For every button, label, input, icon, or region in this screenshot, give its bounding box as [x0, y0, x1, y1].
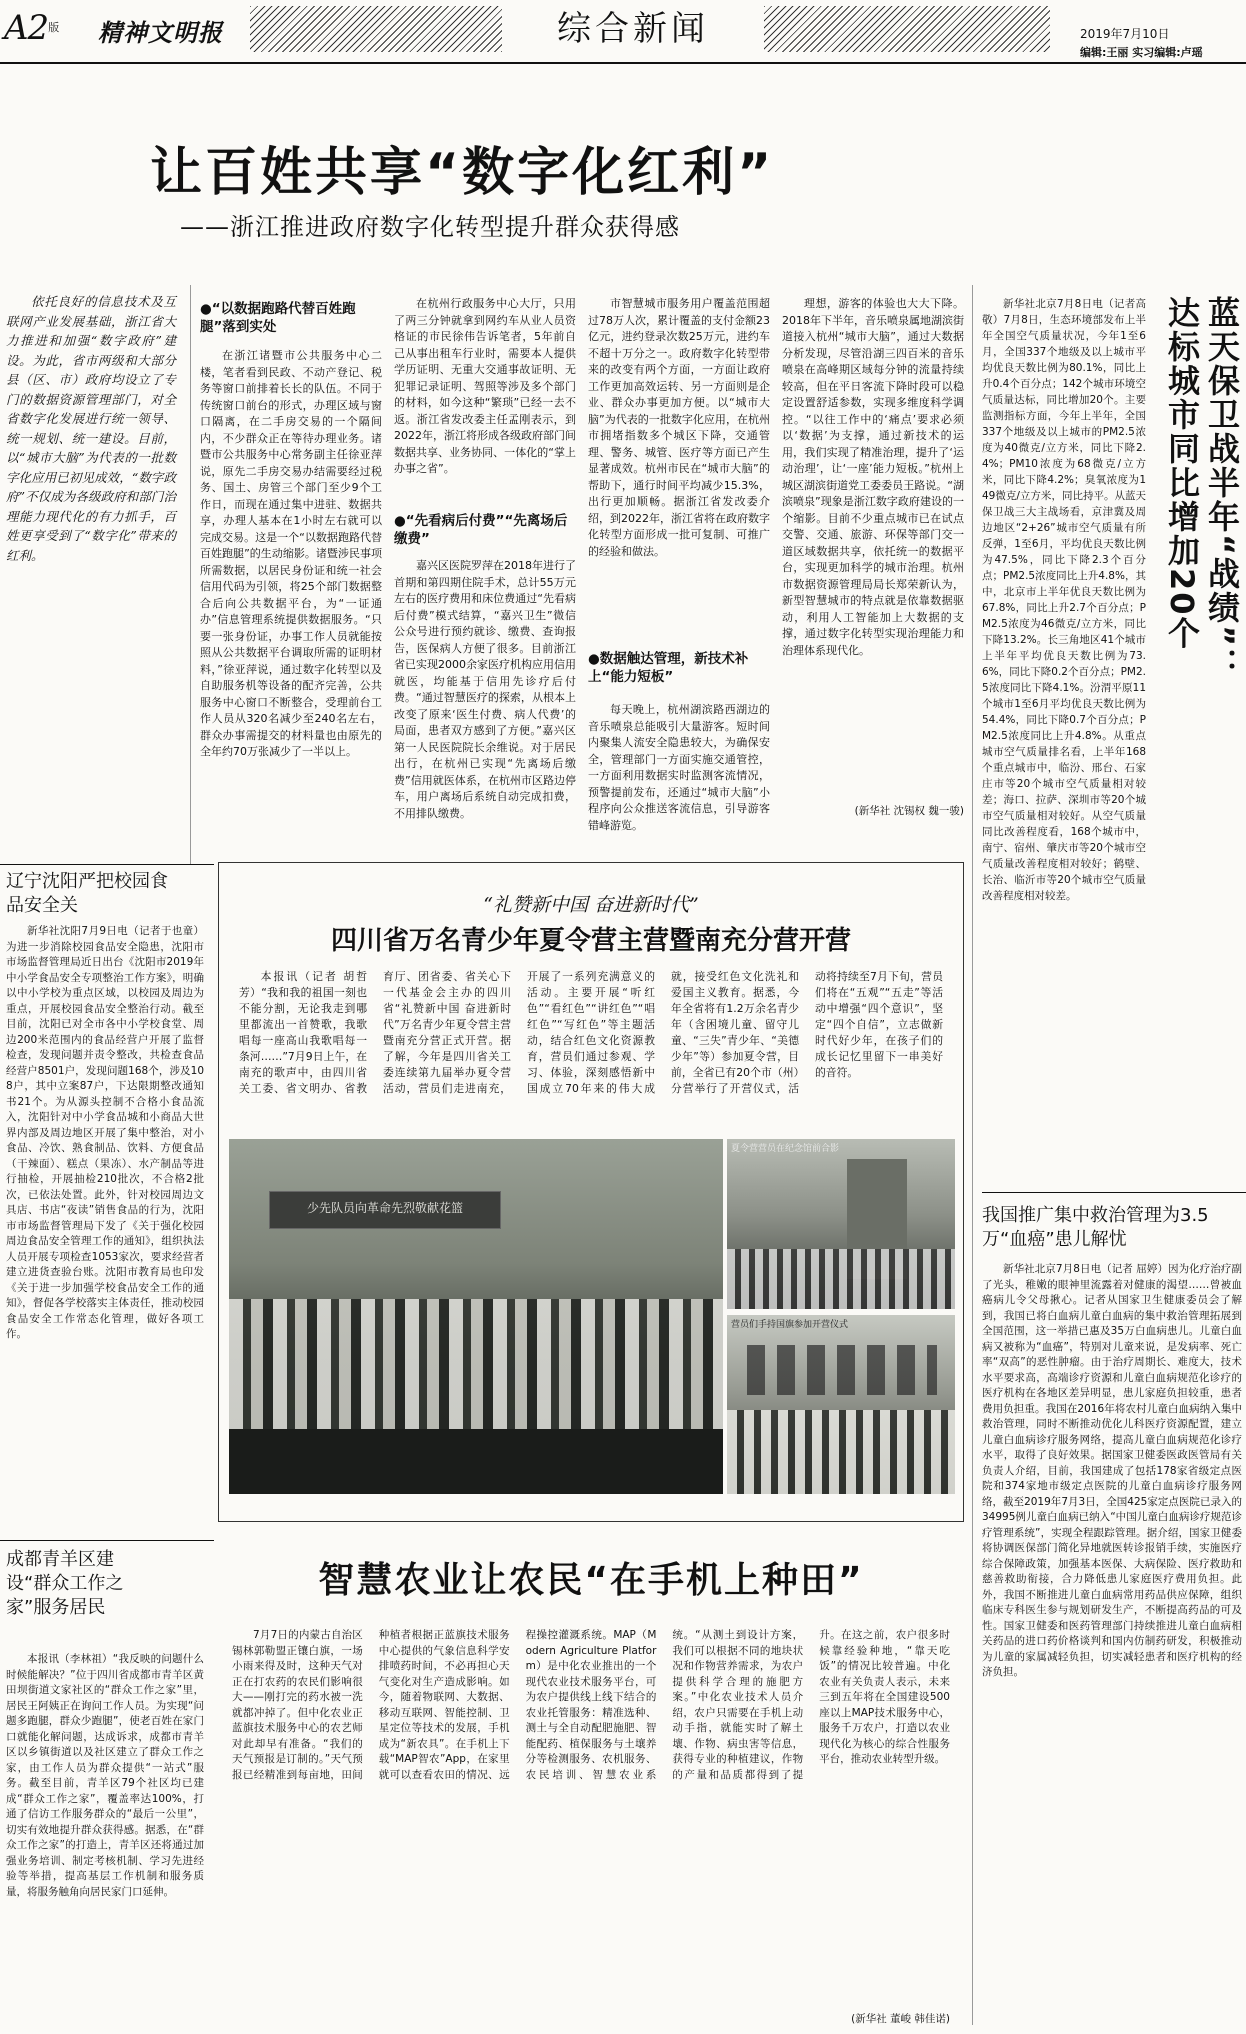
masthead-rule: [0, 62, 1246, 64]
banner-text: 少先队员向革命先烈敬献花篮: [306, 1201, 463, 1215]
issue-date: 2019年7月10日: [1080, 27, 1170, 41]
divider: [972, 285, 973, 2025]
agri-body: 7月7日的内蒙古自治区锡林郭勒盟正镶白旗，一场小雨来得及时，这种天气对正在打农药的农民们影响很大——刚打完的药水被一洗就都冲掉了。但中化农业正蓝旗技术服务中心的农艺师对此却早有准备。“我们的天气预报是订制的。”天气预报已经精准到每亩地，田间种植者根据正蓝旗技术服务中心提供的气象信息科学安排喷药时间，不必再担心天气变化对生产造成影响。如今，随着物联网、大数据、移动互联网、智能控制、卫星定位等技术的发展，手机成为“新农具”。在手机上下载“MAP智农”App，在家里就可以查看农田的情况、远程操控灌溉系统。MAP（Modern Agriculture Platform）是中化农业推出的一个现代农业技术服务平台，可为农户提供线上线下结合的农业托管服务：精准选种、测土与全自动配肥施肥、智能配药、植保服务与土壤养分等检测服务、农机服务、农民培训、智慧农业系统。“从测土到设计方案，我们可以根据不同的地块状况和作物营养需求，为农户提供科学合理的施肥方案。”中化农业技术人员介绍，农户只需要在手机上动动手指，就能实时了解土壤、作物、病虫害等信息，获得专业的种植建议，作物的产量和品质都得到了提升。在这之前，农户很多时候靠经验种地，“靠天吃饭”的情况比较普遍。中化农业有关负责人表示，未来三到五年将在全国建设500座以上MAP技术服务中心，服务千万农户，打造以农业现代化为核心的综合性服务平台，推动农业转型升级。: [232, 1629, 950, 1781]
lead-col-4b: 每天晚上，杭州湖滨路西湖边的音乐喷泉总能吸引大量游客。短时间内聚集人流安全隐患较大，为确保安全，管理部门一方面实施交通管控，一方面利用数据实时监测客流情况，预警提前发布，还通过“城市大脑”小程序向公众推送客流信息，引导游客错峰游览。: [588, 703, 770, 832]
photo-caption: 营员们手持国旗参加开营仪式: [731, 1320, 849, 1330]
left-rule: [0, 864, 214, 865]
liaoning-title: 辽宁沈阳严把校园食品安全关: [6, 871, 168, 916]
lead-intro: 依托良好的信息技术及互联网产业发展基础，浙江省大力推进和加强“数字政府”建设。为此，省市两级和大部分县（区、市）政府均设立了专门的数据资源管理部门，对全省数字化发展进行统一领导、统一规划、统一建设。目前，以“城市大脑”为代表的一批数字化应用已初见成效，“数字政府”不仅成为各级政府和部门治理能力现代化的有力抓手，百姓更享受到了“数字化”带来的红利。: [6, 294, 176, 563]
agri-byline: (新华社 董峻 韩佳诺): [851, 2013, 950, 2025]
right-story-title: 蓝天保卫战半年“战绩”：达标城市同比增加20个: [1163, 296, 1241, 683]
right-story-text: [982, 296, 1146, 1256]
divider: [190, 285, 191, 865]
masthead: [0, 0, 1246, 64]
sichuan-title: 四川省万名青少年夏令营主营暨南充分营开营: [330, 926, 851, 956]
flags: [747, 1345, 937, 1395]
left-rule: [0, 1540, 214, 1541]
lead-subhead-3: ●数据触达管理，新技术补上“能力短板”: [588, 651, 749, 685]
right-story2-title: 我国推广集中救治管理为3.5万“血癌”患儿解忧: [982, 1205, 1209, 1250]
paper-name: 精神文明报: [98, 18, 223, 47]
sichuan-body: 本报讯（记者 胡哲芳）“我和我的祖国一刻也不能分割，无论我走到哪里都流出一首赞歌，我歌唱每一座高山我歌唱每一条河……”7月9日上午，在南充的歌声中，由四川省关工委、省文明办、省教育厅、团省委、省关心下一代基金会主办的四川省“礼赞新中国 奋进新时代”万名青少年夏令营主营暨南充分营正式开营。据了解，今年是四川省关工委连续第九届举办夏令营活动，营员们走进南充，开展了一系列充满意义的活动。主要开展“听红色”“看红色”“讲红色”“唱红色”“写红色”等主题活动，结合红色文化资源教育，营员们通过参观、学习、体验，深刻感悟新中国成立70年来的伟大成就，接受红色文化洗礼和爱国主义教育。据悉，今年全省将有1.2万余名青少年（含困境儿童、留守儿童、“三失”青少年、“美德少年”等）参加夏令营，目前，全省已有20个市（州）分营举行了开营仪式，活动将持续至7月下旬，营员们将在“五观”“五走”等活动中增强“四个意识”，坚定“四个自信”，立志做新时代好少年，在孩子们的成长记忆里留下一串美好的音符。: [239, 970, 943, 1095]
lead-byline: (新华社 沈锡权 魏一骏): [854, 805, 964, 817]
foreground: [229, 1429, 723, 1494]
agri-title: 智慧农业让农民“在手机上种田”: [318, 1560, 864, 1601]
lead-subhead-1: ●“以数据跑路代替百姓跑腿”落到实处: [200, 301, 356, 335]
section-hatch-right: [764, 6, 1050, 52]
children: [727, 1410, 955, 1494]
lead-col-4: 市智慧城市服务用户覆盖范围超过78万人次，累计覆盖的支付金额23亿元，进约登录次数25万元，进约车不超十万分之一。政府数字化转型带来的改变有两个方面，一方面让政府工作更加高效运转、另一方面则是企业、群众办事更加方便。以“城市大脑”为代表的一批数字化应用，在杭州市拥堵指数多个城区下降，交通管理、警务、城管、医疗等方面已产生显著成效。杭州市民在“城市大脑”的帮助下，通行时间平均减少15.3%，出行更加顺畅。据浙江省发改委介绍，到2022年，浙江省将在政府数字化转型方面形成一批可复制、可推广的经验和做法。: [588, 297, 770, 558]
section-hatch-left: [250, 6, 502, 52]
right-story2-body: 新华社北京7月8日电（记者 屈婷）因为化疗治疗副了光头，稚嫩的眼神里流露着对健康的渴望……曾被血癌病儿令父母揪心。记者从国家卫生健康委员会了解到，我国已将白血病儿童白血病的集中救治管理拓展到全国范围，这一举措已惠及35万白血病患儿。儿童白血病又被称为“血癌”，特别对儿童来说，是发病率、死亡率“双高”的恶性肿瘤。由于治疗周期长、难度大，技术水平要求高，高端诊疗资源和儿童白血病规范化诊疗的医疗机构在各地区差异明显，患儿家庭负担较重，患者费用负担重。我国在2016年将农村儿童白血病纳入集中救治管理，同时不断推动优化儿科医疗资源配置，建立儿童白血病诊疗服务网络，提高儿童白血病规范化诊疗水平，取得了良好效果。据国家卫健委医政医管局有关负责人介绍，目前，我国建成了包括178家省级定点医院和374家地市级定点医院的儿童白血病诊疗服务网络，截至2019年7月3日，全国425家定点医院已录入的34995例儿童白血病已纳入“中国儿童白血病诊疗规范诊疗管理系统”，实现全程跟踪管理。据介绍，国家卫健委将协调医保部门简化异地就医转诊报销手续，实施医疗综合保障政策，加强基本医保、大病保险、医疗救助和慈善救助衔接，合力降低患儿家庭医疗费用负担。此外，我国不断推进儿童白血病常用药品供应保障，组织临床专科医生参与规划研发生产，不断提高药品的可及性。国家卫健委和医药管理部门持续推进儿童白血病相关药品的进口药价格谈判和国内仿制药研发，积极推动为儿童的家属减轻负担，切实减轻患者和医疗机构的经济负担。: [982, 1263, 1242, 1678]
right-rule: [982, 1192, 1246, 1193]
lead-title: 让百姓共享“数字化红利”: [150, 143, 775, 203]
camp-photo-top-right: [727, 1139, 955, 1309]
group: [727, 1249, 955, 1309]
lead-col-3a: 在杭州行政服务中心大厅，只用了两三分钟就拿到网约车从业人员资格证的市民徐伟告诉笔者，5年前自己从事出租车行业时，需要本人提供学历证明、无重大交通事故证明、无犯罪记录证明、驾照等涉及多个部门的材料，如今这种“繁琐”已经一去不返。浙江省发改委主任孟刚表示，到2022年，浙江将形成各级政府部门间数据共享、业务协同、一体化的“掌上办事之省”。: [394, 297, 576, 475]
photo-caption: 夏令营营员在纪念馆前合影: [731, 1144, 840, 1154]
camp-photo-bottom-right: [727, 1315, 955, 1494]
lead-subtitle: ——浙江推进政府数字化转型提升群众获得感: [180, 213, 680, 241]
right-story-body: 新华社北京7月8日电（记者高敬）7月8日，生态环境部发布上半年全国空气质量状况，今年1至6月，全国337个地级及以上城市平均优良天数比例为80.1%，同比上升0.4个百分点；142个城市环境空气质量达标，同比增加20个。主要监测指标方面，今年上半年，全国337个地级及以上城市的PM2.5浓度为40微克/立方米，同比下降2.4%；PM10浓度为68微克/立方米，同比下降4.2%；臭氧浓度为149微克/立方米，同比持平。从蓝天保卫战三大主战场看，京津冀及周边地区“2+26”城市空气质量有所反弹，1至6月，平均优良天数比例为47.5%，同比下降2.3个百分点；PM2.5浓度同比上升4.8%，其中，北京市上半年优良天数比例为67.8%，同比上升2.7个百分点；PM2.5浓度为46微克/立方米，同比下降13.2%。长三角地区41个城市上半年平均优良天数比例为73.6%，同比下降0.2个百分点；PM2.5浓度同比下降4.1%。汾渭平原11个城市1至6月平均优良天数比例为54.4%，同比下降0.7个百分点；PM2.5浓度同比上升4.8%。从重点城市空气质量排名看，上半年168个重点城市中，临汾、邢台、石家庄市等20个城市空气质量相对较差；海口、拉萨、深圳市等20个城市空气质量相对较好。从空气质量同比改善程度看，168个城市中，南宁、宿州、肇庆市等20个城市空气质量改善程度相对较好；鹤壁、长治、临沂市等20个城市空气质量改善程度相对较差。: [982, 298, 1146, 902]
editors: 编辑:王丽 实习编辑:卢瑶: [1080, 46, 1203, 59]
liaoning-body: 新华社沈阳7月9日电（记者于也童）为进一步消除校园食品安全隐患，沈阳市市场监督管理局近日出台《沈阳市2019年中小学食品安全专项整治工作方案》，明确以中小学校为重点区域，以校园及周边为重点，开展校园食品安全整治行动。截至目前，沈阳已对全市各中小学校食堂、周边200米范围内的食品经营户开展了监督检查，发现问题并责令整改，共检查食品经营户8501户，发现问题168个，涉及108户，其中立案87户，下达限期整改通知书21个。为从源头控制不合格小食品流入，沈阳针对中小学食品城和小商品大世界内部及周边地区开展了集中整治，对小食品、冷饮、熟食制品、饮料、方便食品（干辣面）、糕点（果冻）、水产制品等进行抽检，开展抽检210批次，不合格2批次，已依法处置。此外，针对校园周边文具店、书店“夜读”销售食品的行为，沈阳市市场监督管理局下发了《关于强化校园周边食品安全管理工作的通知》，组织执法人员开展专项检查1053家次，要求经营者建立进货查验台账。沈阳市教育局也印发《关于进一步加强学校食品安全工作的通知》，督促各学校落实主体责任，推动校园食品安全工作常态化管理，做好各项工作。: [6, 925, 204, 1340]
lead-col-2: 在浙江诸暨市公共服务中心二楼，笔者看到民政、不动产登记、税务等窗口前排着长长的队伍。不同于传统窗口前台的形式，办理区域与窗口隔离，在二手房交易的一个隔间内，不少群众正在等待办理业务。诸暨市公共服务中心常务副主任徐亚萍说，原先二手房交易办结需要经过税务、国土、房管三个部门至少9个工作日，而现在通过集中进驻、数据共享，办理人基本在1小时左右就可以完成交易。这是一个“以数据跑路代替百姓跑腿”的生动缩影。诸暨涉民事项所需数据，以居民身份证和统一社会信用代码为引领，将25个部门数据整合后向公共数据平台，为“一证通办”信息管理系统提供数据服务。“只要一张身份证，办事工作人员就能按照从公共数据平台调取所需的证明材料，”徐亚萍说，通过数字化转型以及自助服务机等设备的配齐完善，公共服务中心窗口不断整合，受理前台工作人员从320名减少至240名左右，群众办事需提交的材料量也由原先的全年约70万张减少了一半以上。: [200, 349, 382, 758]
page-number: A2版: [4, 8, 59, 48]
lead-col-3b: 嘉兴区医院罗萍在2018年进行了首期和第四期住院手术，总计55万元左右的医疗费用和床位费通过“先看病后付费”模式结算，“嘉兴卫生”微信公众号进行预约就诊、缴费、查询报告，医保病人方便了很多。目前浙江省已实现2000余家医疗机构应用信用就医，均能基于信用先诊疗后付费。“通过智慧医疗的探索，从根本上改变了原来‘医生付费、病人代费’的局面，患者双方感到了方便。”嘉兴区第一人民医院院长余维说。对于居民出行，在杭州已实现“先离场后缴费”信用就医体系，在杭州市区路边停车，用户离场后系统自动完成扣费，不用排队缴费。: [394, 559, 576, 820]
lead-subhead-2: ●“先看病后付费”“先离场后缴费”: [394, 513, 568, 547]
chengdu-body: 本报讯（李林祖）“我反映的问题什么时候能解决？”位于四川省成都市青羊区黄田坝街道文家社区的“群众工作之家”里，居民王阿姨正在询问工作人员。为实现“问题多跑腿，群众少跑腿”，使老百姓在家门口就能化解问题，达成诉求，成都市青羊区以乡镇街道以及社区建立了群众工作之家，由工作人员为群众提供“一站式”服务。截至目前，青羊区79个社区均已建成“群众工作之家”，覆盖率达100%，打通了信访工作服务群众的“最后一公里”，切实有效地提升群众获得感。据悉，在“群众工作之家”的打造上，青羊区还将通过加强业务培训、制定考核机制、学习先进经验等举措，提高基层工作机制和服务质量，将服务触角向居民家门口延伸。: [6, 1653, 204, 1898]
camp-photo-main: [229, 1139, 723, 1494]
sichuan-kicker: “礼赞新中国 奋进新时代”: [483, 894, 699, 916]
sichuan-box: [218, 862, 964, 1522]
chengdu-title: 成都青羊区建设“群众工作之家”服务居民: [6, 1549, 124, 1618]
lead-col-5: 理想，游客的体验也大大下降。2018年下半年，音乐喷泉属地湖滨街道接入杭州“城市大脑”，通过大数据分析发现，尽管沿湖三四百米的音乐喷泉在高峰期区域每分钟的流量持续较高，但在平日客流下降时段可以稳定设置舒适参数，实现多维度科学调控。“以往工作中的‘痛点’要求必须以‘数据’为支撑，通过新技术的运用，我们实现了精准治理，提升了‘运动治理’，让‘一座’能力短板。”杭州上城区湖滨街道党工委委员王路说。“湖滨喷泉”现象是浙江数字政府建设的一个缩影。目前不少重点城市已在试点交警、交通、旅游、环保等部门交一道区域数据共享，依托统一的数据平台，实现更加科学的城市治理。杭州市数据资源管理局局长郑荣新认为，新型智慧城市的特点就是依靠数据驱动，利用人工智能加上大数据的支撑，通过数字化转型实现治理能力和治理体系现代化。: [782, 297, 964, 657]
section-title: 综合新闻: [508, 6, 758, 52]
